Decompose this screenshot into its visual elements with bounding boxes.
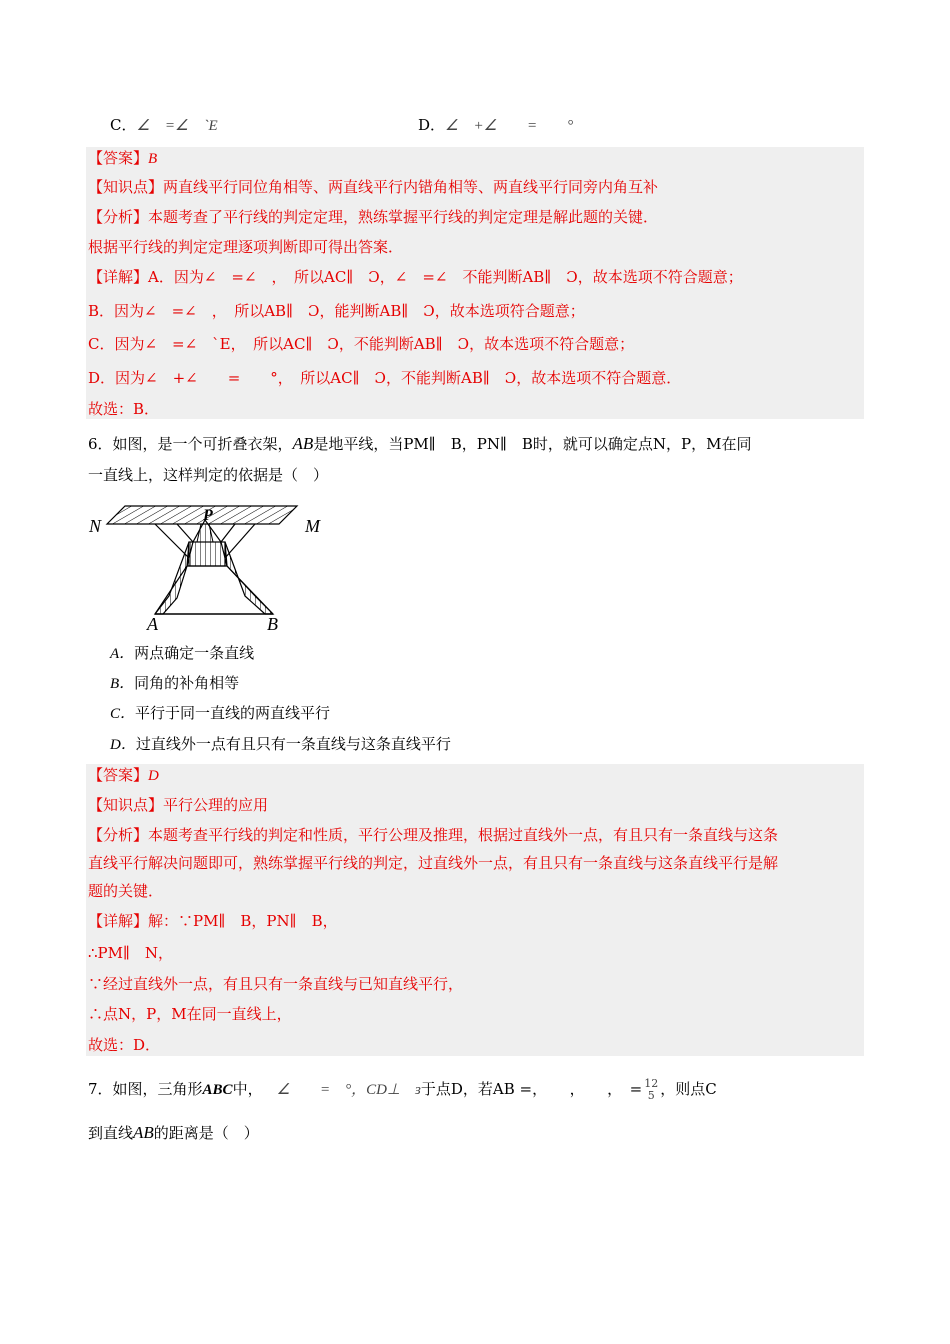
fraction-bottom: 5 (647, 1089, 655, 1102)
label-a: A (147, 614, 158, 634)
q6-option-a[interactable] (110, 642, 254, 665)
option-label: D． (110, 737, 136, 753)
q6-detail-2 (88, 942, 173, 964)
option-label: C． (110, 116, 137, 134)
option-label: D． (418, 116, 446, 134)
analysis-tag: 【分析】 (88, 208, 149, 226)
detail-text: 解：∵PM∥ B，PN∥ B， (148, 912, 338, 930)
option-label: C． (110, 706, 136, 722)
stem-text: 6．如图，是一个可折叠衣架， (88, 435, 293, 453)
stem-text: 的距离是（ ） (153, 1124, 259, 1142)
stem-math: ABC (202, 1082, 233, 1098)
detail-text: ∵经过直线外一点，有且只有一条直线与已知直线平行， (88, 975, 464, 993)
q5-answer-line (88, 147, 157, 170)
option-c-prev (110, 114, 218, 135)
option-label: B． (110, 676, 135, 692)
detail-text: A．因为∠ =∠ ， 所以AC∥ Ɔ，∠ =∠ 不能判断AB∥ Ɔ，故本选项不符合题意； (148, 268, 743, 286)
q5-analysis-line (88, 206, 658, 228)
detail-text: ∴点N，P，M在同一直线上， (88, 1005, 292, 1023)
choose-text: 故选：B． (88, 400, 160, 418)
answer-tag: 【答案】 (88, 149, 149, 167)
option-expression: ∠ +∠ = ° (445, 118, 574, 134)
label-n: N (89, 516, 102, 536)
q6-analysis-line-1 (88, 824, 778, 846)
q6-option-d[interactable] (110, 733, 451, 756)
stem-math: AB (133, 1123, 154, 1142)
q6-stem-line-1 (88, 433, 751, 455)
q6-knowledge-line (88, 794, 268, 816)
analysis-text: 本题考查了平行线的判定定理，熟练掌握平行线的判定定理是解此题的关键． (148, 208, 659, 226)
answer-value: B (148, 151, 158, 167)
analysis-text: 根据平行线的判定定理逐项判断即可得出答案． (88, 238, 404, 256)
q5-detail-a (88, 266, 743, 288)
answer-tag: 【答案】 (88, 766, 149, 784)
q5-detail-d (88, 367, 681, 389)
stem-text: 于点D，若AB =， ， ， = (420, 1080, 643, 1098)
stem-math: AB (292, 434, 314, 453)
folding-rack-figure (85, 498, 335, 634)
stem-text: 7．如图，三角形 (88, 1080, 203, 1098)
q6-detail-4 (88, 1003, 292, 1025)
label-m: M (305, 516, 320, 536)
label-b: B (267, 614, 278, 634)
option-d-prev (418, 114, 573, 135)
hanger-bar (107, 506, 297, 524)
q6-stem-line-2 (88, 464, 328, 486)
analysis-tag: 【分析】 (88, 826, 149, 844)
stem-text: 一直线上，这样判定的依据是（ ） (88, 466, 329, 484)
analysis-text: 直线平行解决问题即可，熟练掌握平行线的判定，过直线外一点，有且只有一条直线与这条直线平行是解 (88, 854, 779, 872)
q6-option-c[interactable] (110, 702, 330, 725)
knowledge-text: 两直线平行同位角相等、两直线平行内错角相等、两直线平行同旁内角互补 (163, 178, 659, 196)
q6-analysis-line-3 (88, 880, 163, 902)
detail-text: C．因为∠ =∠ `E， 所以AC∥ Ɔ，不能判断AB∥ Ɔ，故本选项不符合题意； (88, 335, 635, 353)
fraction-top: 12 (644, 1077, 659, 1090)
stem-text: 是地平线，当PM∥ B，PN∥ B时，就可以确定点N，P，M在同 (313, 435, 752, 453)
fraction (644, 1078, 658, 1102)
analysis-text: 题的关键． (88, 882, 164, 900)
detail-text: D．因为∠ +∠ = °， 所以AC∥ Ɔ，不能判断AB∥ Ɔ，故本选项不符合题意． (88, 369, 682, 387)
detail-tag: 【详解】 (88, 268, 149, 286)
option-text: 平行于同一直线的两直线平行 (135, 704, 331, 722)
q5-analysis-line-2 (88, 236, 403, 258)
q6-answer-line (88, 764, 159, 787)
analysis-text: 本题考查平行线的判定和性质，平行公理及推理，根据过直线外一点，有且只有一条直线与这条 (148, 826, 779, 844)
q6-detail-1 (88, 910, 338, 932)
option-expression: ∠ =∠ `E (136, 118, 218, 134)
stem-text: 中， (232, 1080, 263, 1098)
knowledge-tag: 【知识点】 (88, 796, 164, 814)
q6-choose (88, 1034, 160, 1056)
detail-tag: 【详解】 (88, 912, 149, 930)
q7-stem-line-1 (88, 1078, 717, 1102)
option-text: 过直线外一点有且只有一条直线与这条直线平行 (135, 735, 451, 753)
q5-knowledge-line (88, 176, 658, 198)
stem-text: 到直线 (88, 1124, 134, 1142)
knowledge-text: 平行公理的应用 (163, 796, 269, 814)
option-text: 两点确定一条直线 (134, 644, 255, 662)
knowledge-tag: 【知识点】 (88, 178, 164, 196)
stem-math: ∠ = °，CD⊥ ɜ (276, 1082, 421, 1098)
q6-analysis-line-2 (88, 852, 778, 874)
q6-option-b[interactable] (110, 672, 239, 695)
q7-stem-line-2 (88, 1122, 259, 1144)
stem-text: ，则点C (660, 1080, 717, 1098)
q5-detail-c (88, 333, 634, 355)
q6-detail-3 (88, 973, 463, 995)
choose-text: 故选：D． (88, 1036, 161, 1054)
option-label: A． (110, 646, 135, 662)
q5-choose (88, 398, 159, 420)
detail-text: ∴PM∥ N， (88, 944, 174, 962)
answer-value: D (148, 768, 159, 784)
q5-detail-b (88, 300, 585, 322)
label-p: P (203, 507, 213, 524)
detail-text: B．因为∠ =∠ ， 所以AB∥ Ɔ，能判断AB∥ Ɔ，故本选项符合题意； (88, 302, 585, 320)
option-text: 同角的补角相等 (134, 674, 240, 692)
